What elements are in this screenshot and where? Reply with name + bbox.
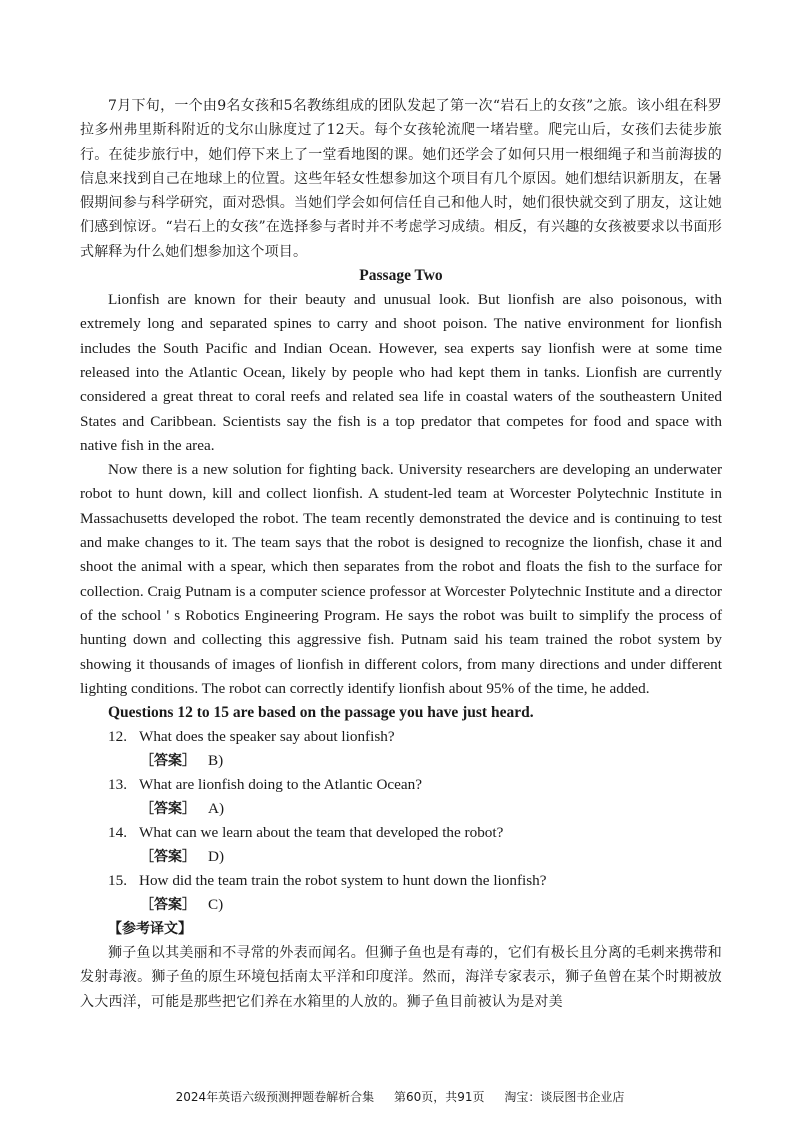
translation-paragraph: 狮子鱼以其美丽和不寻常的外表而闻名。但狮子鱼也是有毒的，它们有极长且分离的毛刺来携带和发射毒液。狮子鱼的原生环境包括南太平洋和印度洋。然而，海洋专家表示，狮子鱼曾在某个时期被放入大西洋，可能是那些把它们养在水箱里的人放的。狮子鱼目前被认为是对美 bbox=[80, 945, 722, 1010]
answer-choice: B) bbox=[208, 751, 224, 769]
answer-choice: C) bbox=[208, 895, 224, 913]
passage-paragraph-1: Lionfish are known for their beauty and unusual look. But lionfish are also poisonous, with extremely long and separated spines to carry and shoot poison. The native environment for lionfish includes the South Pacific and Indian Ocean. However, sea experts say lionfish were at some time released into the Atlantic Ocean, likely by people who had kept them in tanks. Lionfish are currently considered a great threat to coral reefs and related sea life in coastal waters of the southeastern United States and Caribbean. Scientists say the fish is a top predator that competes for food and space with native fish in the area. bbox=[80, 291, 722, 454]
answer-choice: D) bbox=[208, 847, 225, 865]
question-text: What can we learn about the team that developed the robot? bbox=[139, 824, 504, 842]
question-text: What does the speaker say about lionfish? bbox=[139, 728, 395, 746]
question-number: 12. bbox=[108, 728, 127, 746]
passage-paragraph-2: Now there is a new solution for fighting back. University researchers are developing an underwater robot to hunt down, kill and collect lionfish. A student-led team at Worcester Polytechnic Institute in Massachusetts developed the robot. The team recently demonstrated the device and is continuing to test and make changes to it. The team says that the robot is designed to recognize the lionfish, chase it and shoot the animal with a spear, which then separates from the robot and floats the fish to the surface for collection. Craig Putnam is a computer science professor at Worcester Polytechnic Institute and a director of the school ' s Robotics Engineering Program. He says the robot was built to simplify the process of hunting down and collecting this aggressive fish. Putnam said his team trained the robot system by showing it thousands of images of lionfish in different colors, from many directions and under different lighting conditions. The robot can correctly identify lionfish about 95% of the time, he added. bbox=[80, 461, 722, 697]
answer-tag: ［答案］ bbox=[140, 752, 196, 769]
footer-book-title: 2024年英语六级预测押题卷解析合集 bbox=[175, 1090, 375, 1104]
questions-heading: Questions 12 to 15 are based on the passage you have just heard. bbox=[108, 704, 534, 722]
question-text: What are lionfish doing to the Atlantic Ocean? bbox=[139, 776, 422, 794]
question-number: 15. bbox=[108, 872, 127, 890]
question-text: How did the team train the robot system to hunt down the lionfish? bbox=[139, 872, 547, 890]
footer-shop: 淘宝：谈辰图书企业店 bbox=[504, 1090, 625, 1104]
question-number: 14. bbox=[108, 824, 127, 842]
question-item bbox=[80, 821, 722, 869]
answer-tag: ［答案］ bbox=[140, 800, 196, 817]
page-footer bbox=[0, 1088, 800, 1105]
answer-choice: A) bbox=[208, 799, 225, 817]
question-item bbox=[80, 725, 722, 773]
passage-title: Passage Two bbox=[359, 267, 443, 285]
answer-tag: ［答案］ bbox=[140, 896, 196, 913]
question-item bbox=[80, 869, 722, 917]
question-number: 13. bbox=[108, 776, 127, 794]
summary-paragraph: 7月下旬，一个由9名女孩和5名教练组成的团队发起了第一次“岩石上的女孩”之旅。该小组在科罗拉多州弗里斯科附近的戈尔山脉度过了12天。每个女孩轮流爬一堵岩壁。爬完山后，女孩们去徒步旅行。在徒步旅行中，她们停下来上了一堂看地图的课。她们还学会了如何只用一根细绳子和当前海拔的信息来找到自己在地球上的位置。这些年轻女性想参加这个项目有几个原因。她们想结识新朋友，在暑假期间参与科学研究，面对恐惧。当她们学会如何信任自己和他人时，她们很快就交到了朋友，这让她们感到惊讶。“岩石上的女孩”在选择参与者时并不考虑学习成绩。相反，有兴趣的女孩被要求以书面形式解释为什么她们想参加这个项目。 bbox=[80, 98, 722, 260]
question-item bbox=[80, 773, 722, 821]
answer-tag: ［答案］ bbox=[140, 848, 196, 865]
page-content bbox=[80, 94, 722, 1014]
reference-heading: 【参考译文】 bbox=[108, 921, 192, 938]
footer-page-number: 第60页，共91页 bbox=[393, 1090, 485, 1104]
